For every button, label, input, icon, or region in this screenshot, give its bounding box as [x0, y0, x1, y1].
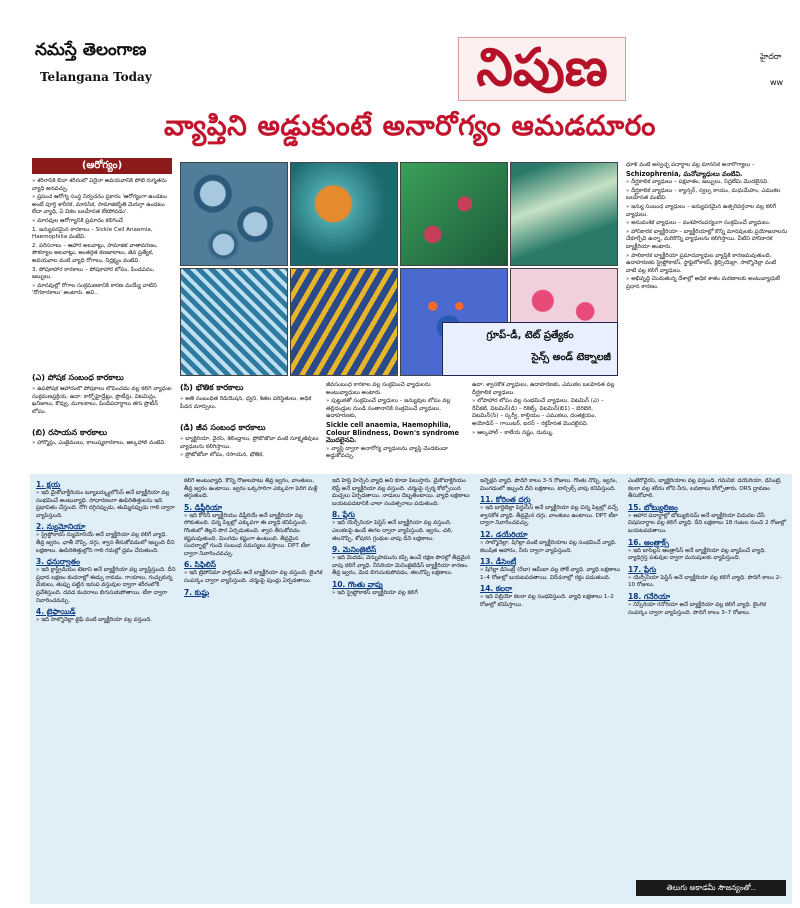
physical-text [180, 396, 320, 418]
disease-text: » ఇది బాసిల్లస్ ఆంత్రాసిస్ అనే బ్యాక్టీరియా వల్ల వ్యాపించే వ్యాధి. వ్యాధిగ్రస్త పశువుల ద్వారా మనుషులకు వ్యాపిస్తుంది. [628, 548, 786, 563]
disease-heading: 8. ప్లేగు [332, 510, 355, 520]
microbe-photo-teal-strands [510, 162, 618, 266]
intro-line: 2. పరిసరాలు – ఆహార అలవాట్లు, సామాజిక వాతావరణం, సౌకర్యాల అలవాట్లు, అంతర్గత కణజాలాలు, జీవ ప్రత్యేక, అవయవాల వంటి వ్యాధి రోగాలు, నిర్లక్ష్యం వంటివి. [32, 242, 158, 264]
col5-line: Schizophrenia, మనోవ్యాధులు వంటివి. [626, 169, 743, 178]
intro-line: » మానవుల ఆరోగ్యానికి ప్రమాదం కలిగించే [32, 218, 172, 226]
col5-line: » దీర్ఘకాలిక వ్యాధులు – పక్షవాతం, జబ్బులు, నిద్రలేమి మొదలైనవి. [626, 179, 788, 187]
disease-text: » ఇది కొరినీ బ్యాక్టీరియం డిఫ్తీరియే అనే బ్యాక్టీరియా వల్ల సోకుతుంది. చిన్న పిల్లల్లో ఎక్కువగా ఈ వ్యాధి కనిపిస్తుంది. గొంతులో తెల్లని పొర ఏర్పడుతుంది. శ్వాస తీసుకోవడం కష్టమవుతుంది. మింగడం కష్టంగా ఉంటుంది. తీవ్రమైన సందర్భాల్లో గుండె సంబంధ సమస్యలు వస్తాయి. DPT టీకా ద్వారా నివారించవచ్చు. [184, 513, 324, 559]
intro-line: 3. పోషకాహార కారకాలు – పోషకాహార లోపం, పిండపదం, జబ్బులు. [32, 266, 155, 281]
microbe-photo-virus [180, 162, 288, 266]
disease-heading: 17. ప్లేగు [628, 564, 657, 574]
col4-line: ఉదా: శ్వాసకోశ వ్యాధులు, ఉదాహరణకు, ఎముకల బలహీనత వల్ల దీర్ఘకాలిక వ్యాధులు. [472, 382, 615, 396]
col5-line: » దీర్ఘకాలిక వ్యాధులు – క్యాన్సర్, స్వల్ప కాయం, మధుమేహం, ఎముకల బలహీనత వంటివి. [626, 188, 788, 203]
diseases-column-3 [332, 478, 472, 898]
disease-heading: 10. గొంతు వాపు [332, 579, 383, 589]
microbe-image-grid [180, 162, 620, 376]
badge-line-1: గ్రూప్-డీ, టెట్ ప్రత్యేకం [486, 330, 574, 341]
col5-line: » పాలికారక బ్యాక్టీరియా ప్రమాదవ్యాధుల వ్యాప్తికి కారణమవుతుంది. ఉదాహరణకు స్ట్రెప్టోకాకస్, స్టాఫైలోకాకస్, క్లెబ్సియెల్లా, సాల్మొనెల్లా వంటి వాటి వల్ల కలిగే వ్యాధులు. [626, 253, 788, 276]
microbe-photo-yellow-rods [290, 268, 398, 376]
disease-heading: 4. టైఫాయిడ్ [36, 607, 76, 617]
disease-heading: 7. కుష్టు [184, 587, 210, 597]
disease-heading: 14. కలరా [480, 584, 513, 594]
disease-text: » ఇది ట్రెపోనిమా పాల్లిడమ్ అనే బ్యాక్టీరియా వల్ల వస్తుంది. లైంగిక సంపర్కం ద్వారా వ్యాపిస్తుంది. చర్మంపై పుండ్లు ఏర్పడతాయి. [184, 570, 324, 585]
disease-heading: 12. డయేరియా [480, 529, 528, 539]
col3-line: » పుట్టుకతో సంక్రమించే వ్యాధులు – జన్యువుల లోపం వల్ల తల్లిదండ్రుల నుండి సంతానానికి సంక్రమించే వ్యాధులు. ఉదాహరణకు, [326, 398, 466, 421]
col5-line: » అభివృద్ధి చెందుతున్న దేశాల్లో అధిక శాతం మరణాలకు అంటువ్యాధులే ప్రధాన కారణం. [626, 276, 788, 291]
diseases-column-5 [628, 478, 786, 876]
disease-heading: 16. ఆంత్రాక్స్ [628, 537, 669, 547]
microbe-photo-green-cells [400, 162, 508, 266]
disease-heading: 5. డిఫ్తీరియా [184, 502, 223, 512]
col5-line: ధూళి వంటి అస్వచ్ఛ పదార్థాల వల్ల మానసిక అనారోగ్యాలు – [626, 162, 755, 168]
heading-nutritional: (ఎ) పోషక సంబంధ కారకాలు [32, 373, 124, 382]
disease-text: కలిగే అంటువ్యాధి. కొన్ని రోజులపాటు తీవ్ర జ్వరం, వాంతులు, తీవ్ర జ్వరం ఉంటాయి. జ్వరం ఒక్కసారిగా ఎక్కువగా పెరిగి మళ్లీ తగ్గుతుంది. [184, 478, 318, 500]
disease-heading: 9. మెనింజైటిస్ [332, 545, 377, 555]
intro-line: 1. జన్యుపరమైన కారకాలు – Sickle Cell Anaemia, Haemophilia వంటివి. [32, 226, 153, 241]
heading-biological: (డి) జీవ సంబంధ కారకాలు [180, 423, 266, 432]
col3-line: Sickle cell anaemia, Haemophilia, Colour Blindness, Down's syndrome మొదలైనవి. [326, 420, 459, 445]
intro-line: » శరీరానికి బీదా శరీరంలో ఏదైనా అవయవానికి పోటే రుగ్మతను వ్యాధి అనవచ్చు. [32, 178, 172, 193]
disease-text: » ఇది మెదడు, వెన్నుపామును కప్పి ఉంచే రక్షణ పొరల్లో తీవ్రమైన వాపు కలిగే వ్యాధి. నీసెరియా మెనింజైటిడిస్ బ్యాక్టీరియా కారణం. తీవ్ర జ్వరం, మెడ బిగుసుకుపోవడం, తలనొప్పి లక్షణాలు. [332, 555, 472, 578]
intro-column [32, 178, 172, 368]
microbe-photo-blue-threads [180, 268, 288, 376]
disease-text: » ఇది విబ్రియో కలరా వల్ల సంభవిస్తుంది. వ్యాధి లక్షణాలు 1–2 రోజుల్లో కనిపిస్తాయి. [480, 594, 620, 609]
diseases-column-4 [480, 478, 620, 898]
biological-line: » బ్యాక్టీరియా, వైరస్, శిలీంధ్రాలు, ప్రోటోజోవా వంటి సూక్ష్మజీవులు వ్యాధులను కలిగిస్తాయి. [180, 436, 320, 451]
diseases-column-2 [184, 478, 324, 898]
biological-line: » ప్రోటోజోవా లోపం, రసాయన, భౌతిక, [180, 452, 320, 460]
microbe-photo-bacteria-orange [290, 162, 398, 266]
disease-heading: 1. క్షయ [36, 480, 61, 489]
col5-line: » అనువంశిక వ్యాధులు – వంశపారంపర్యంగా సంక్రమించే వ్యాధులు. [626, 220, 788, 228]
nutritional-line: » ఉపపోషక ఆహారంలో పోషకాలు లోపించడం వల్ల కలిగే వ్యాధుల సంక్రమణప్రక్రియ, ఉదా: కార్బోహైడ్రేట్లు, ప్రొటీన్లు, విటమిన్లు, ఖనిజాలు, కొవ్వు, మూలకాలు, పిండిపదార్థాలు తగు ప్రొటీన్ లోపం. [32, 386, 172, 416]
col5-line: » హానికారక బ్యాక్టీరియా – బ్యాక్టీరియాల్లో కొన్ని మానవులకు ప్రయోజనాలను చేకూర్చేవి ఉన్నా, మరికొన్ని వ్యాధులను కలిగిస్తాయి. వీటిని హానికారక బ్యాక్టీరియా అంటారు. [626, 229, 788, 252]
disease-text: ఇన్ఫెక్షన్ వ్యాధి. పొదిగే కాలం 3–5 రోజులు. గొంతు నొప్పి, జ్వరం, మింగడంలో ఇబ్బంది దీని లక్షణాలు. టాన్సిల్స్ వాపు కనిపిస్తుంది. [480, 478, 618, 492]
disease-heading: 18. గనేరియా [628, 591, 671, 601]
disease-text: » ఆహార పదార్థాల్లో బోట్యులినమ్ అనే బ్యాక్టీరియా విడుదల చేసే విషపదార్థాల వల్ల కలిగే వ్యాధి. దీని లక్షణాలు 18 గంటల నుంచి 2 రోజుల్లో బయటపడతాయి. [628, 513, 786, 536]
nutritional-text [32, 386, 172, 424]
disease-text: » సాల్మొనెల్లా, షిగెల్లా వంటి బ్యాక్టీరియాల వల్ల సంభవించే వ్యాధి. కలుషిత ఆహారం, నీరు ద్వారా వ్యాపిస్తుంది. [480, 540, 620, 555]
brand-english: Telangana Today [40, 70, 152, 84]
masthead [0, 0, 800, 100]
disease-text: ఇది హెప్రె హెన్సెన్ వ్యాధి అని కూడా పిలుస్తారు. మైకోబాక్టీరియం లెప్రే అనే బ్యాక్టీరియా వల్ల వస్తుంది. చర్మంపై స్పర్శ కోల్పోయిన మచ్చలు ఏర్పడతాయి. నాడులు దెబ్బతింటాయి. వ్యాధి లక్షణాలు బయటపడటానికి చాలా సంవత్సరాలు పడుతుంది. [332, 478, 470, 507]
disease-text: » ఇది మైకోబాక్టీరియం ట్యూబర్క్యులోసిస్ అనే బ్యాక్టీరియా వల్ల సంభవించే అంటువ్యాధి. సాధారణంగా ఊపిరితిత్తులను ఇది ప్రభావితం చేస్తుంది. రోగి దగ్గినప్పుడు, తుమ్మినప్పుడు గాలి ద్వారా వ్యాపిస్తుంది. [36, 490, 176, 520]
page-title: వ్యాప్తిని అడ్డుకుంటే అనారోగ్యం ఆమడదూరం [164, 109, 656, 142]
physical-line: » అతి సంబంధిత రేడియేషన్, ధ్వని, శీతల పరిస్థితులు, అధిక పీడన మార్పులు. [180, 396, 320, 411]
heading-physical: (సి) భౌతిక కారకాలు [180, 383, 244, 392]
col5-line: » జన్యు సంబంధ వ్యాధులు – జన్యుపరమైన ఉత్పరివర్తనాల వల్ల కలిగే వ్యాధులు. [626, 204, 788, 219]
section-label: (ఆరోగ్యం) [32, 158, 172, 174]
badge-line-2: సైన్స్ అండ్ టెక్నాలజీ [531, 352, 611, 363]
disease-text: » నిస్సేరియా గనోరియా అనే బ్యాక్టీరియా వల్ల కలిగే వ్యాధి. లైంగిక సంపర్కం ద్వారా వ్యాపిస్తుంది. పొదిగే కాలం 3–7 రోజులు. [628, 602, 786, 617]
chemical-text [32, 440, 172, 458]
intro-line: » మానవుల్లో రోగాల సంక్రమణకానికి కారణ మయ్యే వాటిని 'రోగకారకాలు' అంటారు. అవి.. [32, 283, 172, 298]
header-right-top: హైదరా [760, 52, 782, 61]
col3-line: » వ్యాప్తి ద్వారా అనారోగ్య వ్యాధులను వ్యాప్తి చెందకుండా అడ్డుకోవచ్చు. [326, 446, 466, 461]
disease-text: » యెర్సీనియా పెస్టిస్ అనే బ్యాక్టీరియా వల్ల కలిగే వ్యాధి. పొదిగే కాలం 2–10 రోజులు. [628, 575, 786, 590]
disease-heading: 6. సిఫిలిస్ [184, 560, 217, 570]
special-edition-badge [442, 322, 618, 376]
disease-text: » ఇది బార్డెటెల్లా పెర్టుసిస్ అనే బ్యాక్టీరియా వల్ల చిన్న పిల్లల్లో వచ్చే శ్వాసకోశ వ్యాధి. తీవ్రమైన దగ్గు, వాంతులు ఉంటాయి. DPT టీకా ద్వారా నివారించవచ్చు. [480, 505, 620, 528]
disease-text: » ఇది స్ట్రెప్టోకాకస్ బ్యాక్టీరియా వల్ల కలిగే [332, 590, 472, 598]
disease-text: » ఇది క్లాస్ట్రీడియం టెటాని అనే బ్యాక్టీరియా వల్ల వ్యాప్తిస్తుంది. దీని ప్రధాన లక్షణం కండరాల్లో ఈడ్పు రావడం. గాయాలు, గుచ్చుకున్న మేకులు, తుప్పు పట్టిన ఇనుప వస్తువుల ద్వారా శరీరంలోకి ప్రవేశిస్తుంది. దవడ కండరాలు బిగుసుకుపోతాయి. టీకా ద్వారా నివారించవచ్చు. [36, 567, 176, 605]
intro-line: » ప్రపంచ ఆరోగ్య సంస్థ నిర్వచనం ప్రకారం 'ఆరోగ్యంగా ఉండటం అంటే పూర్తి శారీరక, మానసిక, సామాజికస్థితి మెరుగ్గా ఉండటం లేదా వ్యాధి, ఏ వికల బలహీనత లేకపోవడం'. [32, 194, 172, 217]
disease-heading: 11. కోరింత దగ్గు [480, 495, 531, 505]
disease-text: » ఇది యెర్సీనియా పెస్టిస్ అనే బ్యాక్టీరియా వల్ల వస్తుంది. ఎలుకలపై ఉండే ఈగల ద్వారా వ్యాపిస్తుంది. జ్వరం, చలి, తలనొప్పి, శోషరస గ్రంథుల వాపు దీని లక్షణాలు. [332, 520, 472, 543]
credit-note: తెలుగు అకాడమీ సౌజన్యంతో.. [636, 880, 786, 896]
header-right-sub: ww [770, 78, 784, 87]
heading-chemical: (బి) రసాయన కారకాలు [32, 428, 108, 437]
disease-text: » షిగెల్లా డిసెంట్రీ (రేడా) ఆమీబా వల్ల సోకే వ్యాధి. వ్యాధి లక్షణాలు 1–4 రోజుల్లో బయటపడతాయి. విరేచనాల్లో రక్తం పడుతుంది. [480, 567, 620, 582]
disease-text: » స్ట్రెప్టోకాకస్ న్యుమోనియే అనే బ్యాక్టీరియా వల్ల కలిగే వ్యాధి. తీవ్ర జ్వరం, ఛాతీ నొప్పి, దగ్గు, శ్వాస తీసుకోవడంలో ఇబ్బంది దీని లక్షణాలు. ఊపిరితిత్తుల్లోని గాలి గదుల్లో ద్రవం చేరుతుంది. [36, 532, 176, 555]
section-masthead-nipuna: నిపుణ [458, 37, 626, 101]
col4-line: » లోపాహార లోపం వల్ల సంభవించే వ్యాధులు. విటమిన్ (ఎ) – రేచీకటి, విటమిన్(డి) – రికెట్స్, విటమిన్(బి1) – బెరిబెరి, విటమిన్(సి) – స్కర్వీ, కాల్షియం – ఎముకలు, దంతక్షయం, అయోడిన్ – గాయిటర్, ఐరన్ – రక్తహీనత మొదలైనవి. [472, 398, 618, 428]
col4-text [472, 382, 618, 468]
col3-text [326, 382, 466, 468]
disease-heading: 13. డీసెంట్రీ [480, 557, 517, 567]
disease-heading: 3. ధనుర్వాతం [36, 557, 80, 567]
disease-text: ఎంటెరోవైరస్, బ్యాక్టీరియాల వల్ల వస్తుంది. గమనిక: డయేరియా, డీసెంట్రీ, కలరా వల్ల శరీరం లోని నీరు, లవణాలు కోల్పోతారు. ORS ద్రావణం తీసుకోవాలి. [628, 478, 782, 500]
biological-text [180, 436, 320, 466]
brand-telugu: నమస్తే తెలంగాణ [35, 40, 147, 60]
col5-text [626, 162, 788, 468]
col3-line: జీవసంబంధ కారకాల వల్ల సంక్రమించే వ్యాధులను అంటువ్యాధులు అంటారు. [326, 382, 431, 396]
chemical-line: » హార్మోన్లు, ఎంజైములు, కాలుష్యకారకాలు, ఆల్కహాల్ వంటివి. [32, 440, 172, 448]
disease-heading: 2. న్యుమోనియా [36, 522, 86, 532]
disease-text: » ఇది సాల్మొనెల్లా టైఫి వంటి బ్యాక్టీరియా వల్ల వస్తుంది. [36, 617, 176, 625]
disease-heading: 15. బోట్యులిజం [628, 502, 678, 512]
diseases-column-1 [36, 478, 176, 898]
col4-line: » ఆల్కహాల్ – కాలేయ నష్టం, దుమ్ము. [472, 430, 618, 438]
